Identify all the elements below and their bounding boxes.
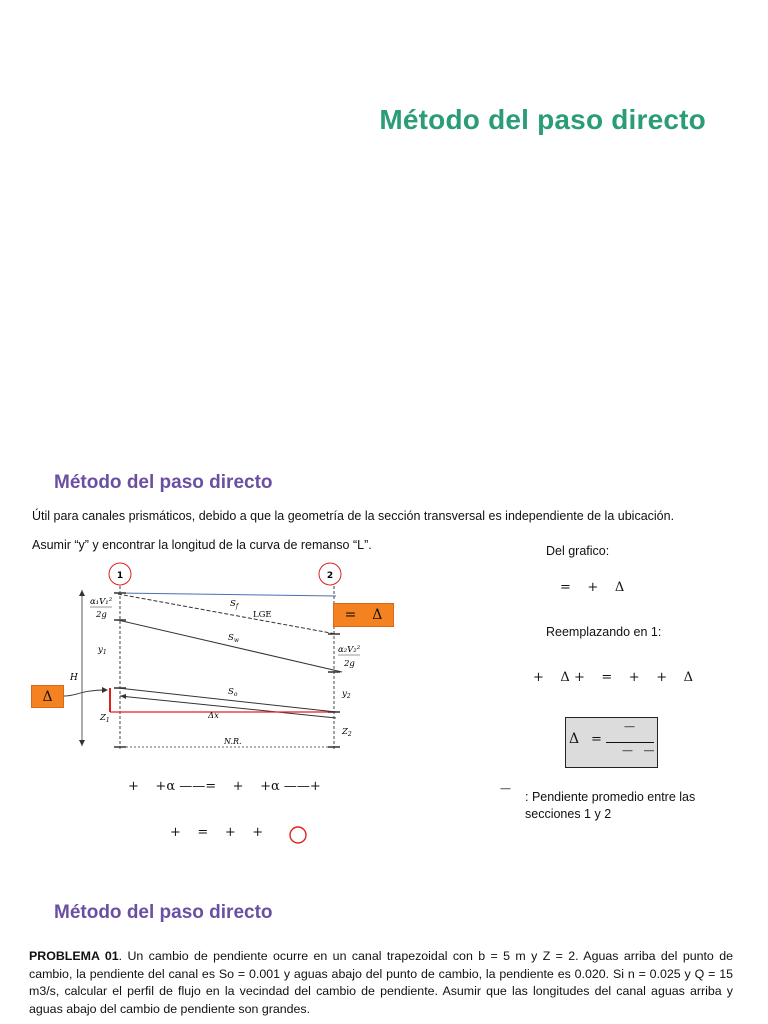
dx-arrow-line: [120, 696, 336, 718]
z1-label: $Z_1$: [100, 713, 110, 724]
y2-label: $y_2$: [342, 689, 351, 700]
energy-1-denominator: 2g: [96, 610, 107, 620]
average-slope-description: : Pendiente promedio entre las secciones 1 y 2: [525, 790, 696, 821]
section-1-label: 1: [116, 571, 124, 581]
average-slope-symbol: —: [500, 782, 511, 795]
sf-label: $S_f$: [230, 599, 239, 610]
problem-01-text: [29, 948, 733, 1018]
delta-z-relation: = + Δ: [560, 580, 625, 595]
nr-label: N.R.: [224, 737, 242, 746]
channel-profile-diagram: [60, 560, 410, 760]
lge-label: LGE: [253, 610, 272, 620]
slide-title: Método del paso directo: [379, 104, 706, 135]
section-2-label: 2: [326, 571, 334, 581]
delta-z-box: Δ: [31, 685, 64, 708]
delta-z-equation-box: [333, 603, 394, 627]
delta-z-equals: =: [344, 607, 357, 623]
h-label: H: [70, 673, 78, 683]
fraction-bar: [606, 742, 654, 743]
y1-label: $y_1$: [98, 645, 107, 656]
delta-z-symbol: Δ: [372, 607, 383, 623]
section-title-1: Método del paso directo: [54, 472, 273, 493]
horizontal-energy-line: [118, 593, 336, 596]
formula-denominator: — —: [622, 744, 655, 757]
red-circle-marker: [288, 825, 308, 845]
energy-2-denominator: 2g: [344, 659, 355, 669]
left-box-arrow: [64, 690, 106, 696]
z2-label: $Z_2$: [342, 727, 352, 738]
reemplazando-label: Reemplazando en 1:: [546, 625, 662, 639]
water-surface-line: [118, 620, 342, 672]
formula-numerator: —: [624, 720, 635, 733]
problem-label: PROBLEMA 01: [29, 949, 119, 963]
dx-label: Δx: [208, 711, 219, 721]
substituted-equation: + Δ + = + + Δ: [533, 670, 694, 685]
energy-equation-short: + = + +: [170, 825, 264, 840]
delta-x-formula-box: [565, 717, 658, 768]
energy-equation: + +α ——= + +α ——+: [128, 779, 321, 794]
intro-line-2: Asumir “y” y encontrar la longitud de la curva de remanso “L”.: [32, 538, 372, 552]
formula-equals: =: [591, 732, 602, 747]
sw-label: $S_w$: [228, 633, 239, 644]
section-title-2: Método del paso directo: [54, 902, 273, 923]
energy-1-label: α₁V₁²: [90, 597, 113, 607]
formula-delta: Δ: [569, 731, 580, 747]
so-label: $S_o$: [228, 687, 238, 698]
energy-2-label: α₂V₂²: [338, 645, 361, 655]
channel-bed-line: [118, 688, 336, 712]
del-grafico-label: Del grafico:: [546, 544, 610, 558]
problem-statement: . Un cambio de pendiente ocurre en un canal trapezoidal con b = 5 m y Z = 2. Aguas arriba del punto de cambio, la pendiente del canal es So = 0.001 y aguas abajo del punto de cambio, la pendiente es 0.020. Si n = 0.025 y Q = 15 m3/s, calcular el perfil de flujo en la vecindad del cambio de pendiente. Asumir que las longitudes del canal aguas arriba y aguas abajo del cambio de pendiente son grandes.: [29, 949, 733, 1016]
intro-line-1: Útil para canales prismáticos, debido a que la geometría de la sección transversal es independiente de la ubicación.: [32, 509, 675, 523]
